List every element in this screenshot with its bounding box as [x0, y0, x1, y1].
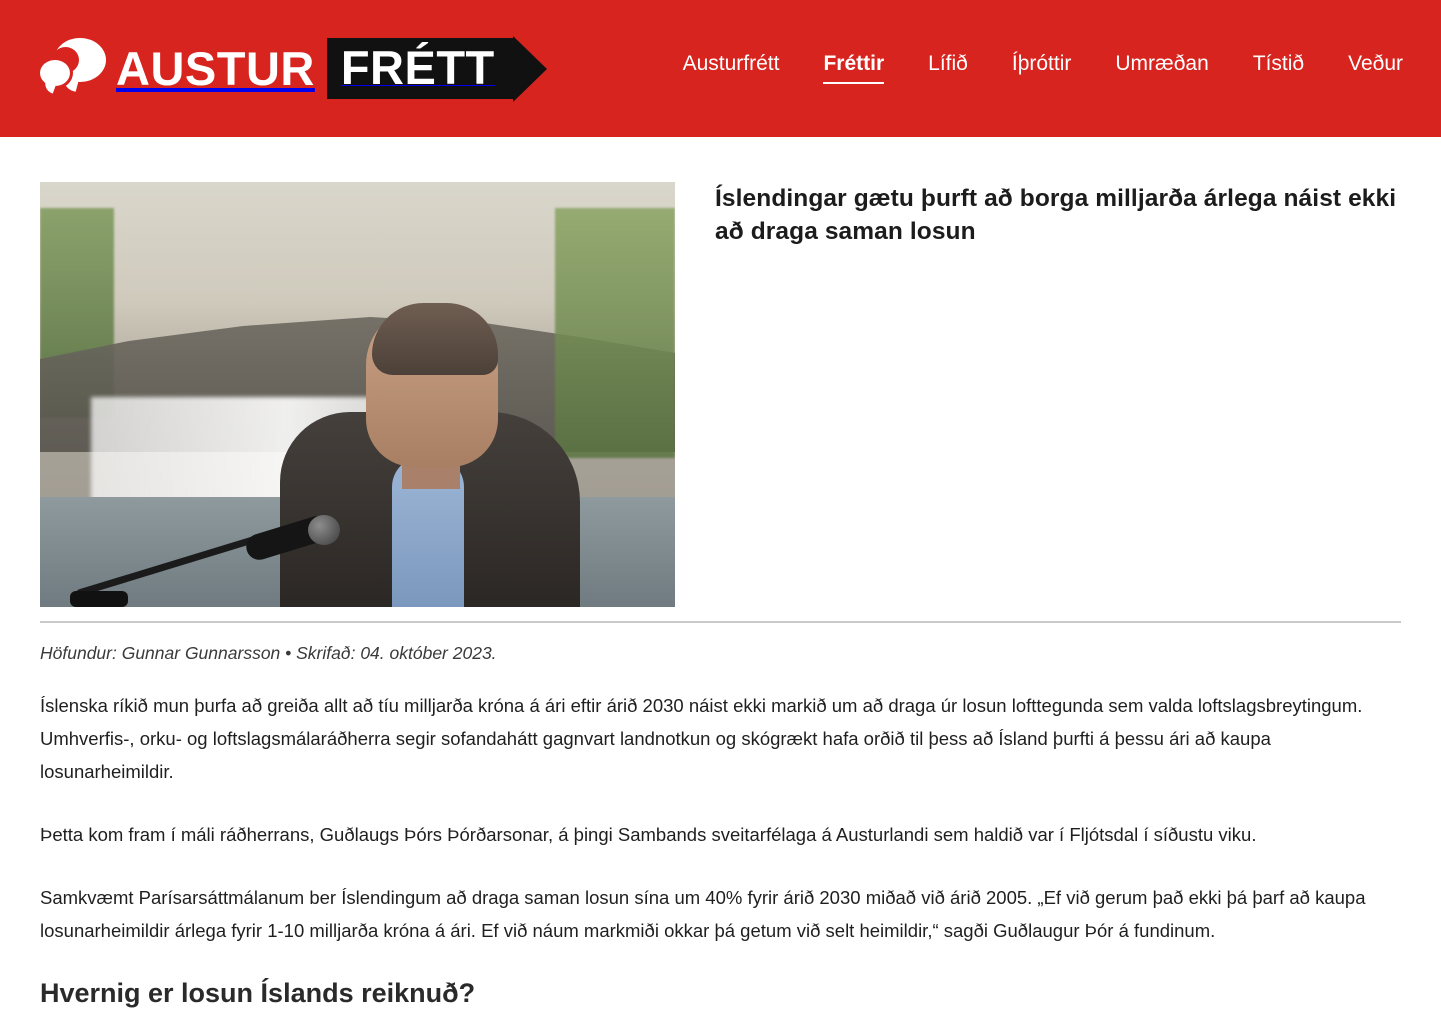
article-subheading: Hvernig er losun Íslands reiknuð? — [40, 977, 476, 1008]
site-logo[interactable] — [40, 33, 547, 105]
logo-word-frett: FRÉTT — [340, 41, 495, 94]
article-lead-image — [40, 182, 675, 607]
article-paragraph-3: Samkvæmt Parísarsáttmálanum ber Íslendingum að draga saman losun sína um 40% fyrir árið 2030 miðað við árið 2005. „Ef við gerum það ekki þá þarf að kaupa losunarheimildir árlega fyrir 1-10 milljarða króna á ári. Ef við náum markmiði okkar þá getum við selt heimildir,“ sagði Guðlaugur Þór á fundinum. — [40, 886, 1366, 941]
article-top-block — [40, 137, 1401, 882]
logo-wordmark — [116, 36, 547, 102]
article-main — [0, 137, 1441, 1009]
nav-item-vedur[interactable]: Veður — [1348, 51, 1403, 75]
nav-item-lifid[interactable]: Lífið — [928, 51, 968, 75]
article-lead-figure — [40, 182, 675, 607]
logo-word-frett-box — [327, 38, 513, 99]
headline-divider — [40, 621, 1401, 623]
nav-item-iprottir[interactable]: Íþróttir — [1011, 51, 1072, 75]
article-paragraph-2: Þetta kom fram í máli ráðherrans, Guðlaugs Þórs Þórðarsonar, á þingi Sambands sveitarfélaga á Austurlandi sem haldið var í Fljótsdal í síðustu viku. — [40, 823, 1257, 845]
site-header — [0, 0, 1441, 137]
nav-item-frettir[interactable]: Fréttir — [823, 52, 884, 84]
article-paragraph-1: Íslenska ríkið mun þurfa að greiða allt að tíu milljarða króna á ári eftir árið 2030 náist ekki markið um að draga úr losun lofttegunda sem valda loftslagsbreytingum. Umhverfis-, orku- og loftslagsmálaráðherra segir sofandahátt gagnvart landnotkun og skógrækt hafa orðið til þess að Ísland þurfti á þessu ári að kaupa losunarheimildir. — [40, 695, 1363, 782]
nav-item-austurfrett[interactable]: Austurfrétt — [682, 51, 780, 75]
microphone-icon — [70, 422, 340, 607]
nav-item-umraedan[interactable]: Umræðan — [1115, 51, 1209, 75]
speech-bubble-icon — [40, 38, 106, 100]
article-byline: Höfundur: Gunnar Gunnarsson • Skrifað: 04. október 2023. — [40, 643, 497, 663]
nav-item-tistid[interactable]: Tístið — [1252, 51, 1305, 75]
main-navigation — [683, 52, 1403, 86]
logo-word-austur: AUSTUR — [116, 42, 315, 95]
page-title: Íslendingar gætu þurft að borga milljarða árlega náist ekki að draga saman losun — [715, 185, 1397, 246]
logo-arrow-icon — [513, 36, 547, 102]
